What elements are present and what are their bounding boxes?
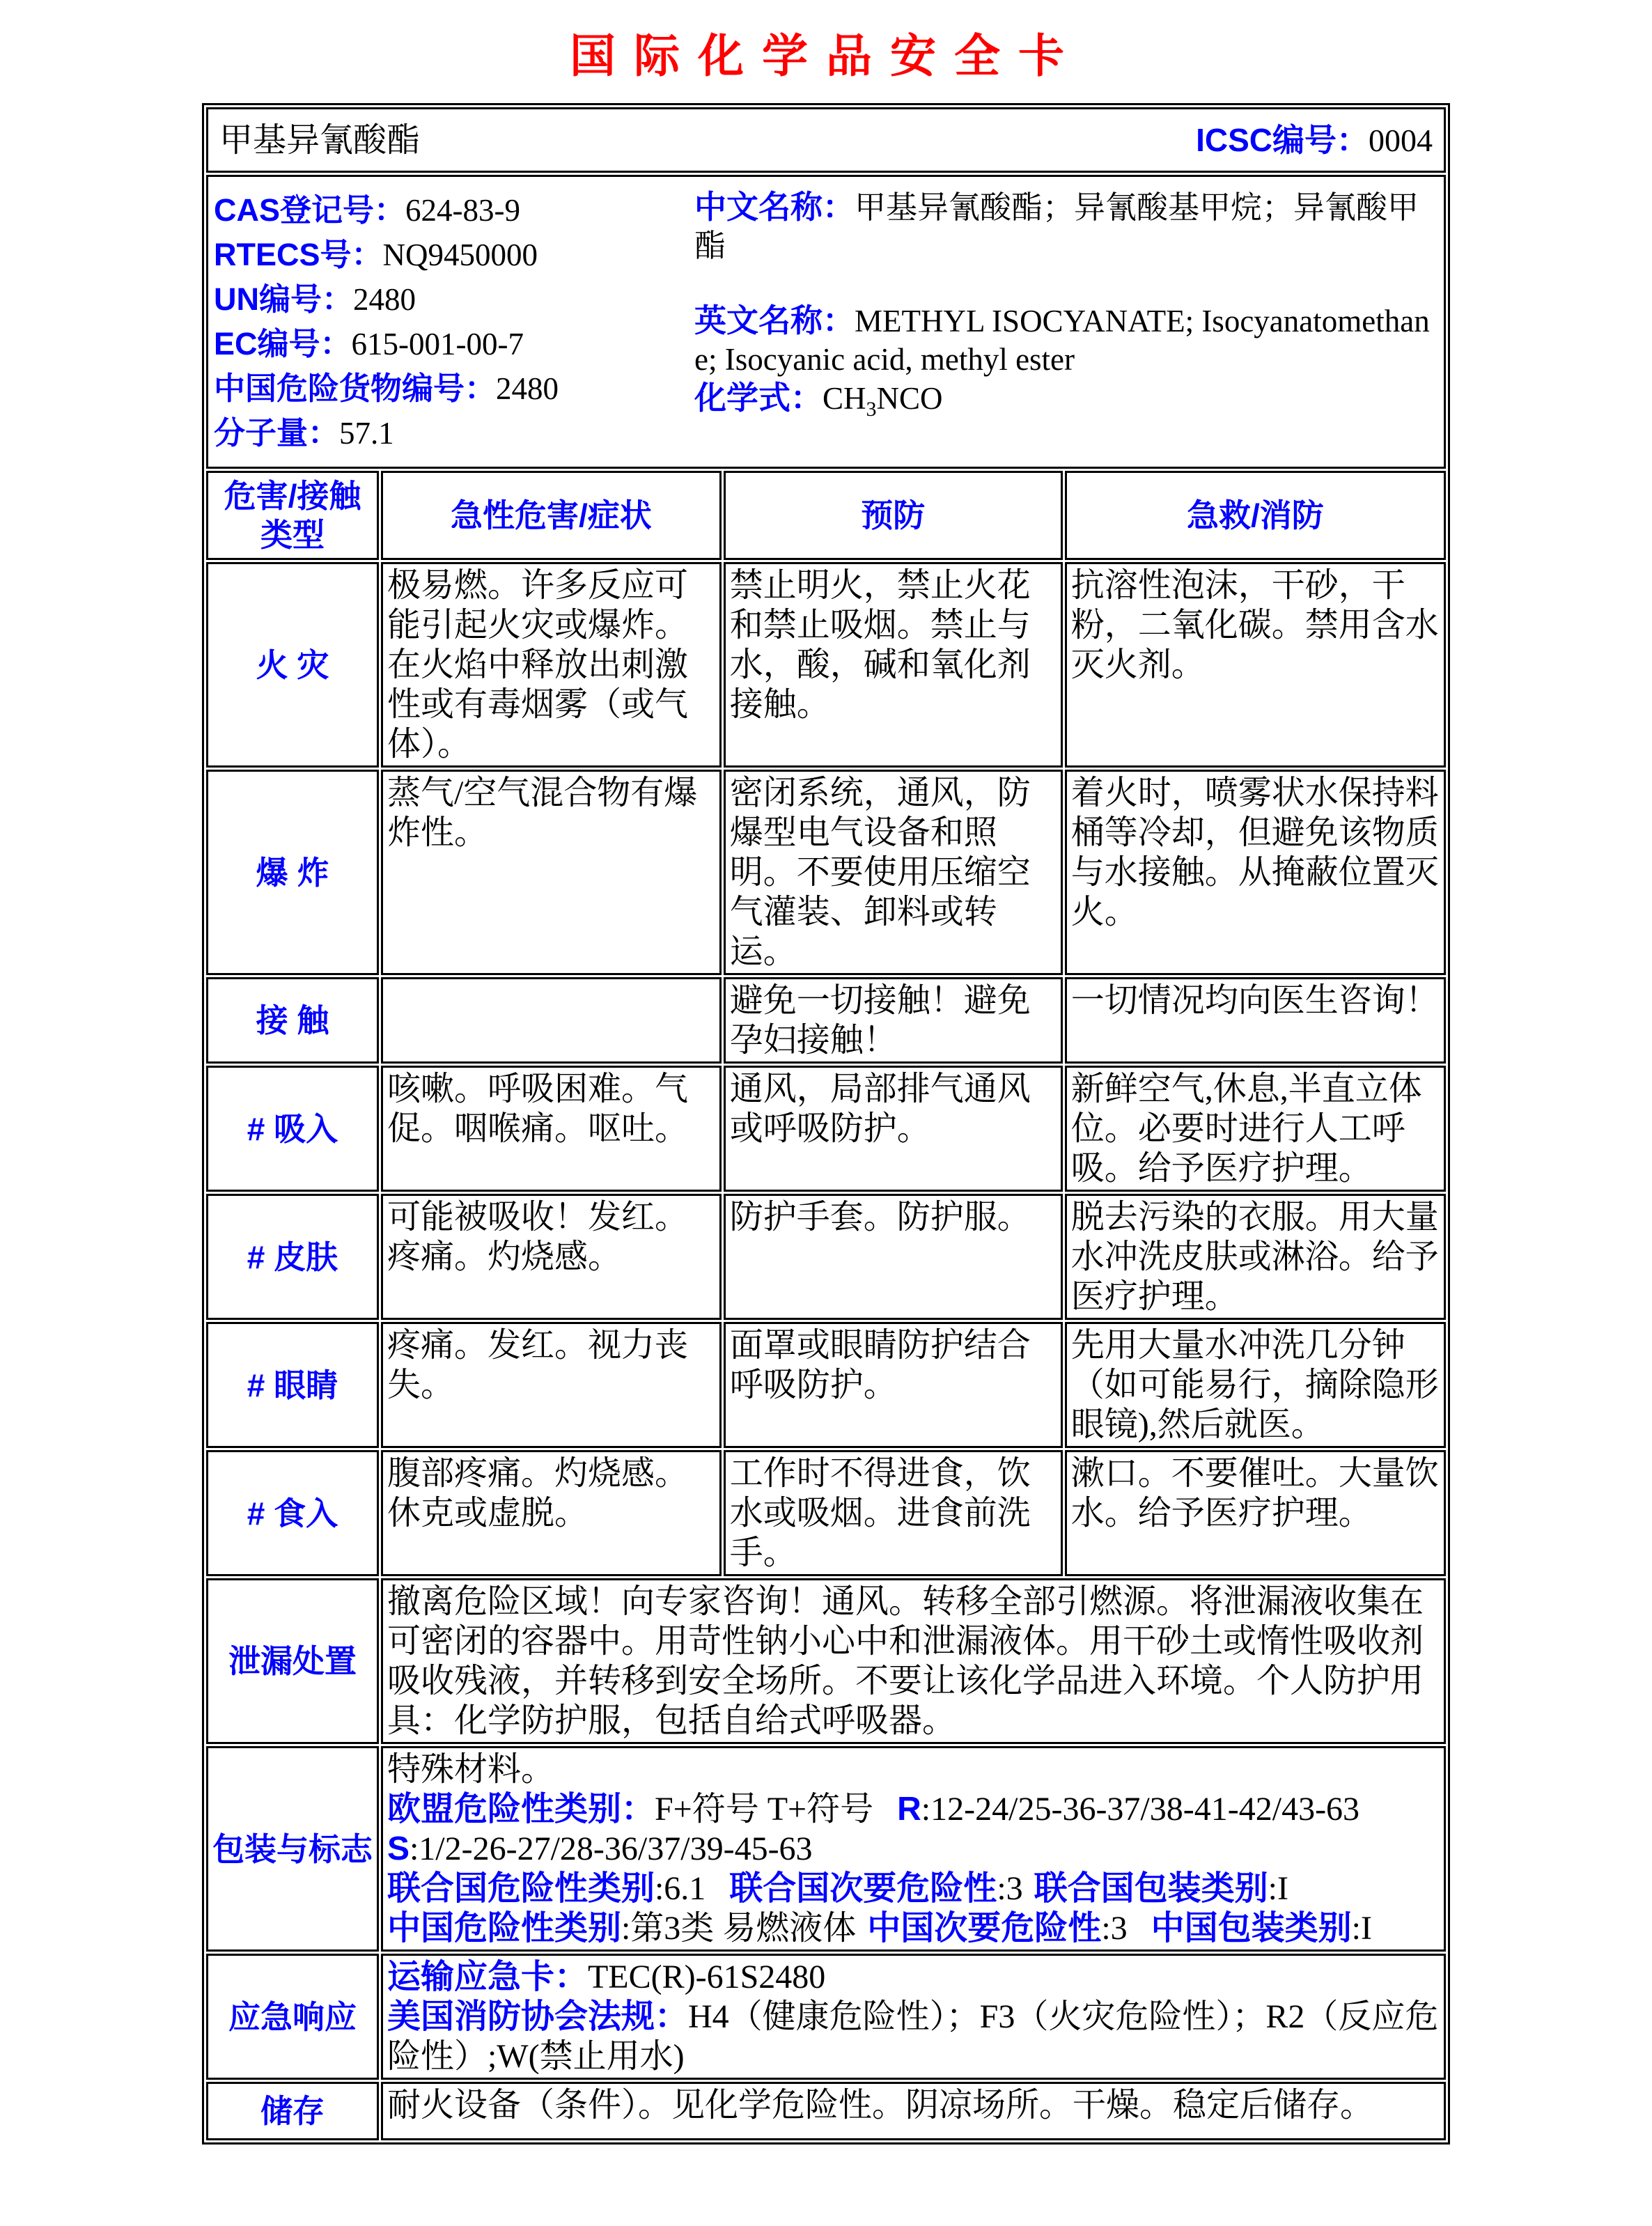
skin-symptoms: 可能被吸收！发红。疼痛。灼烧感。 [381, 1194, 722, 1320]
inhalation-symptoms: 咳嗽。呼吸困难。气促。咽喉痛。呕吐。 [381, 1066, 722, 1192]
emergency-content [381, 1954, 1446, 2080]
substance-header-row [206, 107, 1446, 173]
exposure-response: 一切情况均向医生咨询！ [1065, 977, 1446, 1064]
hazard-header-row [206, 471, 1446, 560]
r-phrases-value: :12-24/25-36-37/38-41-42/43-63 [921, 1791, 1360, 1828]
cn-subrisk-label: 中国次要危险性 [867, 1910, 1102, 1947]
un-class-value: :6.1 [654, 1870, 706, 1907]
eu-class-value: F+符号 T+符号 [654, 1791, 874, 1828]
spill-content: 撤离危险区域！向专家咨询！通风。转移全部引燃源。将泄漏液收集在可密闭的容器中。用苛性钠小心中和泄漏液体。用干砂土或惰性吸收剂吸收残液，并转移到安全场所。不要让该化学品进入环境。个人防护用具：化学防护服，包括自给式呼吸器。 [381, 1578, 1446, 1744]
packaging-s-line [387, 1829, 1440, 1869]
identifier-item-un [214, 277, 694, 322]
identifier-item-cas [214, 188, 694, 233]
hazard-row-inhalation [206, 1066, 1446, 1192]
un-value: 2480 [353, 282, 416, 317]
identifier-item-china-dg [214, 366, 694, 411]
cn-packgroup-label: 中国包装类别 [1151, 1910, 1352, 1947]
ec-value: 615-001-00-7 [351, 327, 524, 361]
hazard-header-symptoms: 急性危害/症状 [381, 471, 722, 560]
packaging-eu-line [387, 1789, 1440, 1829]
hazard-header-type-line2: 类型 [260, 517, 325, 553]
identifier-item-ec [214, 322, 694, 366]
icsc-number-value: 0004 [1369, 122, 1433, 158]
eyes-symptoms: 疼痛。发红。视力丧失。 [381, 1322, 722, 1448]
hazard-type-explosion: 爆 炸 [206, 770, 379, 975]
eu-class-label: 欧盟危险性类别： [387, 1791, 655, 1828]
cas-label: CAS登记号： [214, 192, 406, 228]
packaging-row [206, 1746, 1446, 1952]
hazard-header-type [206, 471, 379, 560]
english-name-label: 英文名称： [694, 302, 855, 338]
identifier-list [214, 188, 694, 456]
ingestion-prevention: 工作时不得进食，饮水或吸烟。进食前洗手。 [724, 1450, 1063, 1576]
hazard-type-inhalation: # 吸入 [206, 1066, 379, 1192]
un-packgroup-label: 联合国包装类别 [1034, 1870, 1268, 1907]
tec-label: 运输应急卡： [387, 1959, 588, 1995]
molweight-value: 57.1 [339, 416, 394, 451]
formula-pre: CH [823, 381, 866, 416]
emergency-row [206, 1954, 1446, 2080]
skin-response: 脱去污染的衣服。用大量水冲洗皮肤或淋浴。给予医疗护理。 [1065, 1194, 1446, 1320]
hazard-header-prevention: 预防 [724, 471, 1063, 560]
hazard-header-type-line1: 危害/接触 [224, 478, 361, 514]
chinese-name-value: 甲基异氰酸酯；异氰酸基甲烷；异氰酸甲酯 [694, 190, 1419, 263]
exposure-prevention: 避免一切接触！避免孕妇接触！ [724, 977, 1063, 1064]
s-phrases-value: :1/2-26-27/28-36/37/39-45-63 [409, 1830, 813, 1867]
fire-response: 抗溶性泡沫，干砂，干粉，二氧化碳。禁用含水灭火剂。 [1065, 562, 1446, 768]
un-label: UN编号： [214, 281, 353, 317]
china-dg-value: 2480 [496, 371, 559, 406]
tec-value: TEC(R)-61S2480 [587, 1959, 826, 1995]
explosion-symptoms: 蒸气/空气混合物有爆炸性。 [381, 770, 722, 975]
cn-subrisk-value: :3 [1101, 1910, 1128, 1947]
hazard-type-exposure: 接 触 [206, 977, 379, 1064]
un-subrisk-label: 联合国次要危险性 [729, 1870, 997, 1907]
substance-header-cell [206, 107, 1446, 173]
exposure-symptoms [381, 977, 722, 1064]
skin-prevention: 防护手套。防护服。 [724, 1194, 1063, 1320]
cas-value: 624-83-9 [405, 193, 520, 228]
icsc-number-label: ICSC编号： [1196, 121, 1369, 158]
packaging-cn-line [387, 1908, 1440, 1948]
ec-label: EC编号： [214, 326, 352, 361]
hazard-row-explosion [206, 770, 1446, 975]
ingestion-symptoms: 腹部疼痛。灼烧感。休克或虚脱。 [381, 1450, 722, 1576]
page-title: 国际化学品安全卡 [570, 31, 1082, 82]
icsc-card-table [202, 103, 1450, 2145]
explosion-response: 着火时，喷雾状水保持料桶等冷却，但避免该物质与水接触。从掩蔽位置灭火。 [1065, 770, 1446, 975]
chinese-name-line [694, 188, 1438, 265]
hazard-type-ingestion: # 食入 [206, 1450, 379, 1576]
hazard-row-ingestion [206, 1450, 1446, 1576]
storage-row [206, 2082, 1446, 2140]
substance-header [219, 120, 1433, 160]
cn-class-value: :第3类 易燃液体 [621, 1910, 857, 1947]
eyes-prevention: 面罩或眼睛防护结合呼吸防护。 [724, 1322, 1063, 1448]
emergency-tec-line [387, 1957, 1440, 1997]
hazard-row-exposure [206, 977, 1446, 1064]
rtecs-value: NQ9450000 [382, 238, 538, 272]
substance-name: 甲基异氰酸酯 [219, 121, 421, 159]
explosion-prevention: 密闭系统，通风，防爆型电气设备和照明。不要使用压缩空气灌装、卸料或转运。 [724, 770, 1063, 975]
identifier-item-molweight [214, 411, 694, 456]
icsc-number-group [1196, 120, 1433, 160]
identifiers-wrap [214, 188, 1438, 456]
identifier-item-rtecs [214, 233, 694, 277]
english-name-value: METHYL ISOCYANATE; Isocyanatomethane; Isocyanic acid, methyl ester [694, 304, 1430, 377]
nfpa-value: H4（健康危险性）；F3（火灾危险性）；R2（反应危险性）;W(禁止用水) [387, 1998, 1439, 2075]
inhalation-prevention: 通风，局部排气通风或呼吸防护。 [724, 1066, 1063, 1192]
un-packgroup-value: :I [1268, 1870, 1288, 1907]
packaging-label: 包装与标志 [206, 1746, 379, 1952]
names-block [694, 188, 1438, 456]
china-dg-label: 中国危险货物编号： [214, 371, 497, 406]
packaging-content [381, 1746, 1446, 1952]
un-subrisk-value: :3 [997, 1870, 1023, 1907]
emergency-nfpa-line [387, 1997, 1440, 2076]
hazard-row-fire [206, 562, 1446, 768]
formula-line [694, 379, 1438, 428]
packaging-un-line [387, 1869, 1440, 1908]
hazard-type-skin: # 皮肤 [206, 1194, 379, 1320]
hazard-type-fire: 火 灾 [206, 562, 379, 768]
cn-packgroup-value: :I [1351, 1910, 1372, 1947]
inhalation-response: 新鲜空气,休息,半直立体位。必要时进行人工呼吸。给予医疗护理。 [1065, 1066, 1446, 1192]
formula-label: 化学式： [694, 380, 823, 416]
spill-row [206, 1578, 1446, 1744]
packaging-special-line: 特殊材料。 [387, 1751, 554, 1788]
hazard-type-eyes: # 眼睛 [206, 1322, 379, 1448]
storage-content: 耐火设备（条件）。见化学危险性。阴凉场所。干燥。稳定后储存。 [381, 2082, 1446, 2140]
english-name-line [694, 302, 1438, 379]
hazard-row-skin [206, 1194, 1446, 1320]
un-class-label: 联合国危险性类别 [387, 1870, 655, 1907]
rtecs-label: RTECS号： [214, 237, 383, 272]
hazard-header-response: 急救/消防 [1065, 471, 1446, 560]
storage-label: 储存 [206, 2082, 379, 2140]
s-phrases-label: S [387, 1830, 410, 1867]
r-phrases-label: R [897, 1791, 921, 1828]
fire-prevention: 禁止明火，禁止火花和禁止吸烟。禁止与水，酸，碱和氧化剂接触。 [724, 562, 1063, 768]
spill-label: 泄漏处置 [206, 1578, 379, 1744]
ingestion-response: 漱口。不要催吐。大量饮水。给予医疗护理。 [1065, 1450, 1446, 1576]
identifiers-cell [206, 175, 1446, 469]
nfpa-label: 美国消防协会法规： [387, 1998, 688, 2035]
eyes-response: 先用大量水冲洗几分钟（如可能易行，摘除隐形眼镜),然后就医。 [1065, 1322, 1446, 1448]
fire-symptoms: 极易燃。许多反应可能引起火灾或爆炸。在火焰中释放出刺激性或有毒烟雾（或气体）。 [381, 562, 722, 768]
hazard-row-eyes [206, 1322, 1446, 1448]
emergency-label: 应急响应 [206, 1954, 379, 2080]
identifiers-row [206, 175, 1446, 469]
molweight-label: 分子量： [214, 415, 340, 451]
formula-post: NCO [876, 381, 943, 416]
cn-class-label: 中国危险性类别 [387, 1910, 621, 1947]
chinese-name-label: 中文名称： [694, 189, 855, 225]
formula-subscript: 3 [866, 398, 877, 421]
